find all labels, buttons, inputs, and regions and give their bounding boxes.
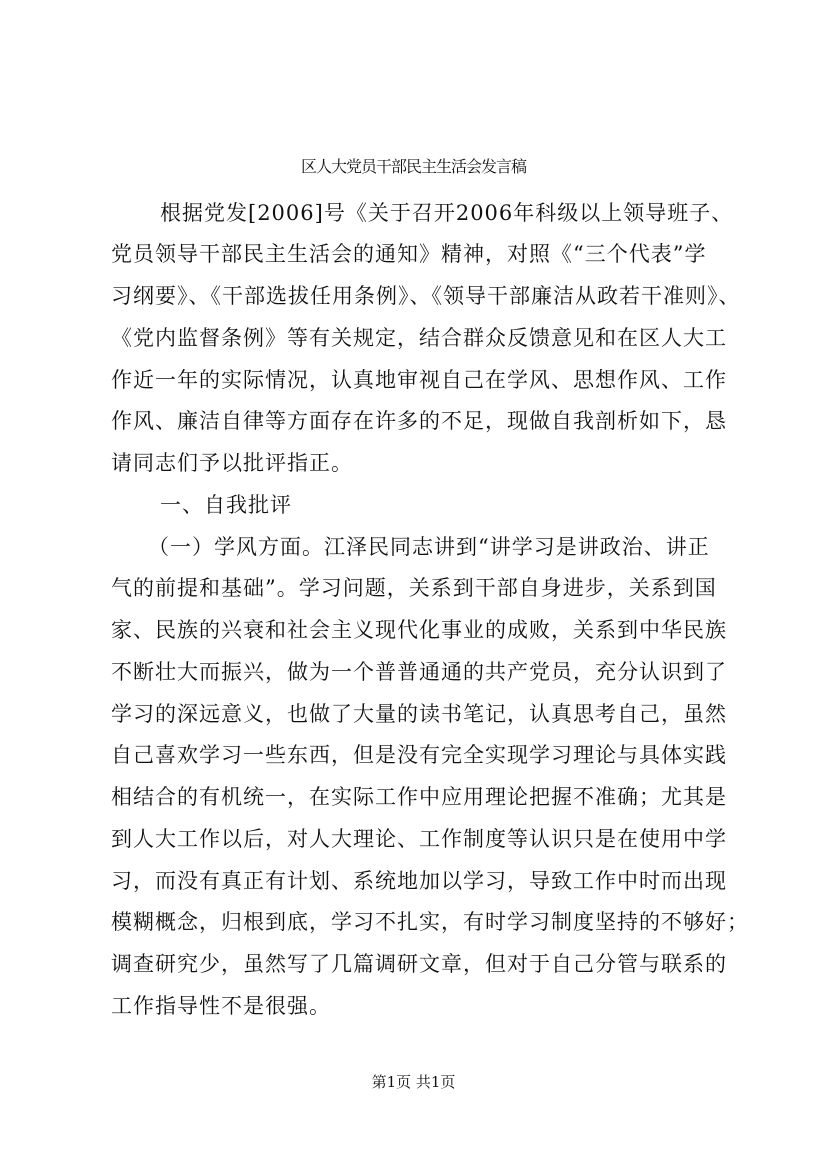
body-line-11: 家、民族的兴衰和社会主义现代化事业的成败，关系到中华民族: [111, 618, 727, 642]
body-line-7: 请同志们予以批评指正。: [111, 451, 353, 475]
body-line-19: 调查研究少，虽然写了几篇调研文章，但对于自己分管与联系的: [111, 952, 727, 976]
page-indicator: 第1页 共1页: [371, 1073, 456, 1091]
body-line-6: 作风、廉洁自律等方面存在许多的不足，现做自我剖析如下，恳: [111, 409, 727, 433]
body-line-13: 学习的深远意义，也做了大量的读书笔记，认真思考自己，虽然: [111, 702, 727, 726]
body-line-20: 工作指导性不是很强。: [111, 994, 331, 1018]
document-title: 区人大党员干部民主生活会发言稿: [300, 157, 526, 176]
body-line-17: 习，而没有真正有计划、系统地加以学习，导致工作中时而出现: [111, 869, 727, 893]
body-line-16: 到人大工作以后，对人大理论、工作制度等认识只是在使用中学: [111, 827, 727, 851]
body-line-5: 作近一年的实际情况，认真地审视自己在学风、思想作风、工作: [111, 368, 727, 392]
body-line-15: 相结合的有机统一，在实际工作中应用理论把握不准确；尤其是: [111, 785, 727, 809]
body-line-18: 模糊概念，归根到底，学习不扎实，有时学习制度坚持的不够好；: [111, 910, 749, 934]
body-line-2: 党员领导干部民主生活会的通知》精神，对照《“三个代表”学: [111, 242, 707, 266]
section-heading: 一、自我批评: [160, 493, 292, 517]
body-line-1: 根据党发[2006]号《关于召开2006年科级以上领导班子、: [160, 201, 734, 225]
body-line-10: 气的前提和基础”。学习问题，关系到干部自身进步，关系到国: [111, 576, 717, 600]
body-line-3: 习纲要》、《干部选拔任用条例》、《领导干部廉洁从政若干准则》、: [111, 284, 741, 308]
body-line-14: 自己喜欢学习一些东西，但是没有完全实现学习理论与具体实践: [111, 743, 727, 767]
body-line-4: 《党内监督条例》等有关规定，结合群众反馈意见和在区人大工: [111, 326, 727, 350]
body-line-12: 不断壮大而振兴，做为一个普普通通的共产党员，充分认识到了: [111, 660, 727, 684]
body-line-9: （一）学风方面。江泽民同志讲到“讲学习是讲政治、讲正: [148, 535, 710, 559]
